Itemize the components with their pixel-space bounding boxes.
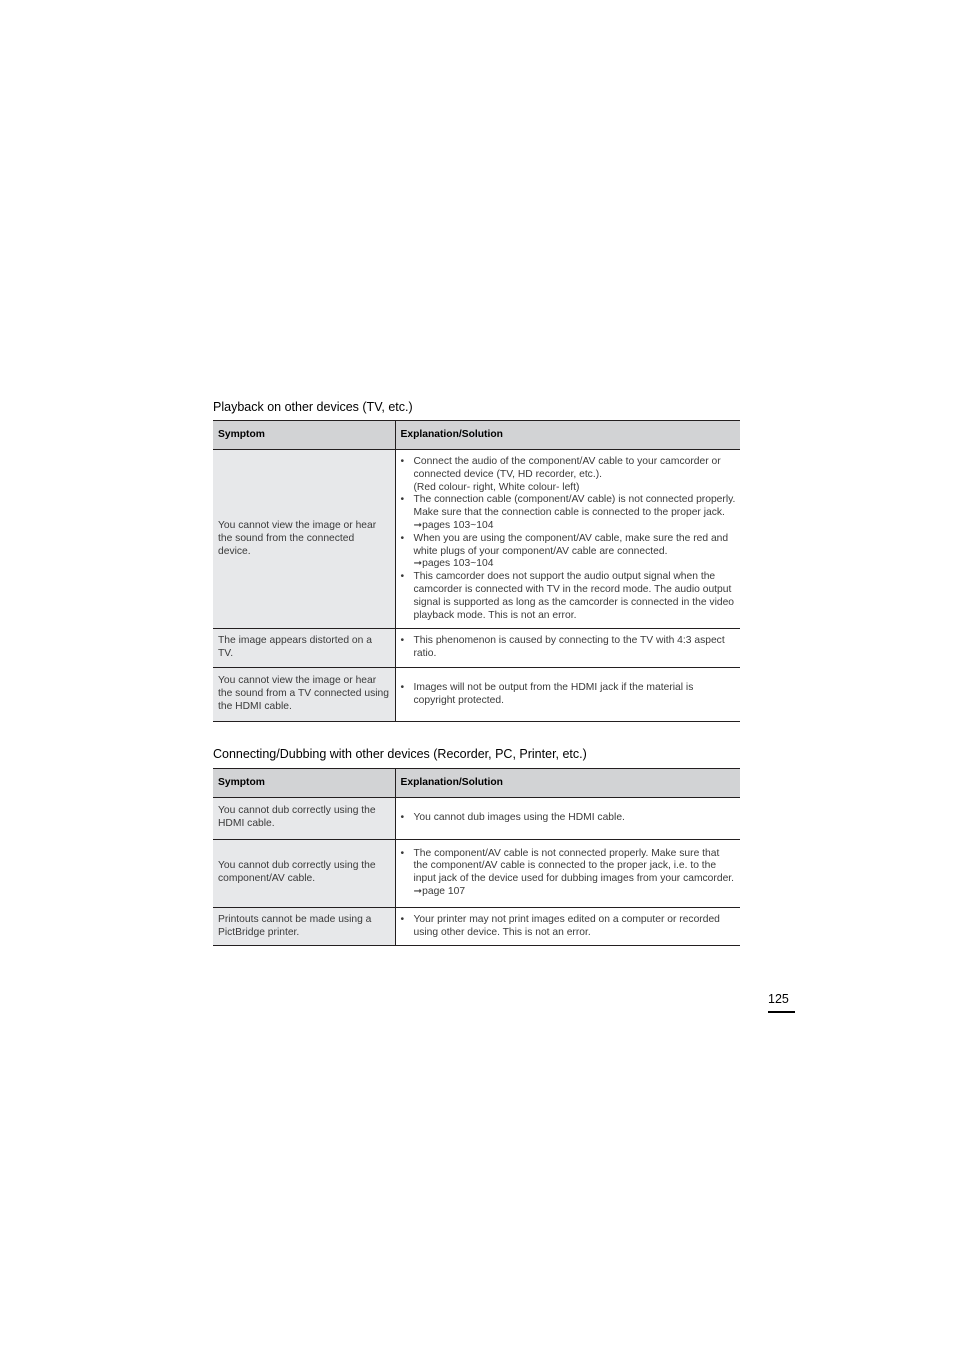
explanation-cell (395, 907, 740, 946)
bullet-item (401, 494, 737, 532)
column-header-symptom: Symptom (213, 421, 395, 450)
page-reference: ➞pages 103~104 (413, 519, 494, 531)
column-header-explanation: Explanation/Solution (395, 769, 740, 798)
table-header-row (213, 421, 740, 450)
bullet-note: (Red colour- right, White colour- left) (413, 481, 580, 493)
bullet-item (401, 571, 737, 622)
page-reference: ➞page 107 (413, 885, 466, 897)
table-row (213, 667, 740, 721)
explanation-cell (395, 667, 740, 721)
table-row (213, 907, 740, 946)
table-row (213, 839, 740, 907)
bullet-item (401, 812, 737, 825)
table-row (213, 450, 740, 629)
bullet-text: When you are using the component/AV cable, make sure the red and white plugs of your component/AV cable are connected. (413, 532, 729, 557)
table-row (213, 629, 740, 668)
explanation-cell (395, 798, 740, 840)
symptom-cell: You cannot dub correctly using the HDMI cable. (213, 798, 395, 840)
bullet-text: This phenomenon is caused by connecting to the TV with 4:3 aspect ratio. (413, 635, 725, 660)
bullet-item (401, 848, 737, 899)
playback-troubleshoot-table (213, 420, 740, 722)
column-header-symptom: Symptom (213, 769, 395, 798)
bullet-text: This camcorder does not support the audio output signal when the camcorder is connected with TV in the record mode. The audio output signal is supported as long as the camcorder is connected in the video playback mode. This is not an error. (413, 571, 735, 621)
dubbing-troubleshoot-table (213, 768, 740, 946)
bullet-text: Your printer may not print images edited on a computer or recorded using other device. This is not an error. (413, 913, 720, 938)
symptom-cell: You cannot view the image or hear the sound from a TV connected using the HDMI cable. (213, 667, 395, 721)
section-title-connecting-dubbing: Connecting/Dubbing with other devices (Recorder, PC, Printer, etc.) (213, 747, 587, 761)
bullet-text: Connect the audio of the component/AV cable to your camcorder or connected device (TV, HD recorder, etc.). (413, 456, 721, 480)
bullet-text: The component/AV cable is not connected properly. Make sure that the component/AV cable is connected to the proper jack, i.e. to the input jack of the device used for dubbing images from your camcorder. (413, 847, 735, 885)
symptom-cell: You cannot view the image or hear the sound from the connected device. (213, 450, 395, 629)
column-header-explanation: Explanation/Solution (395, 421, 740, 450)
explanation-cell (395, 450, 740, 629)
bullet-item (401, 533, 737, 571)
symptom-cell: Printouts cannot be made using a PictBridge printer. (213, 907, 395, 946)
bullet-item (401, 635, 737, 661)
page-reference: ➞pages 103~104 (413, 558, 494, 570)
page-number: 125 (768, 992, 795, 1013)
explanation-cell (395, 839, 740, 907)
table-header-row (213, 769, 740, 798)
section-title-playback: Playback on other devices (TV, etc.) (213, 400, 413, 414)
bullet-item (401, 456, 737, 494)
bullet-item (401, 914, 737, 940)
explanation-cell (395, 629, 740, 668)
bullet-text: The connection cable (component/AV cable) is not connected properly. Make sure that the connection cable is connected to the proper jack. (413, 494, 736, 519)
symptom-cell: You cannot dub correctly using the component/AV cable. (213, 839, 395, 907)
bullet-text: You cannot dub images using the HDMI cable. (413, 811, 625, 823)
symptom-cell: The image appears distorted on a TV. (213, 629, 395, 668)
bullet-item (401, 682, 737, 708)
table-row (213, 798, 740, 840)
bullet-text: Images will not be output from the HDMI jack if the material is copyright protected. (413, 681, 694, 706)
